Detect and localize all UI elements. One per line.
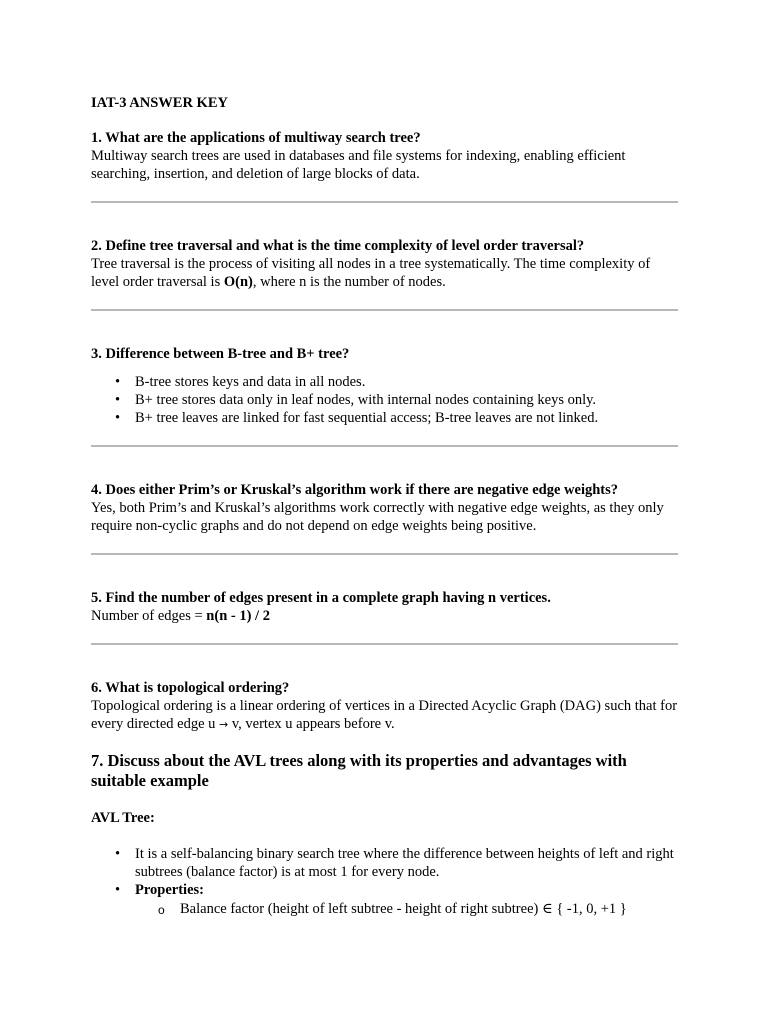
question-5-heading: 5. Find the number of edges present in a complete graph having n vertices. bbox=[91, 590, 551, 606]
list-item-text: B+ tree stores data only in leaf nodes, with internal nodes containing keys only. bbox=[135, 392, 597, 408]
arrow-icon: → bbox=[219, 718, 229, 731]
avl-points-list bbox=[91, 845, 678, 918]
list-item-text: B-tree stores keys and data in all nodes. bbox=[135, 374, 366, 390]
properties-list bbox=[135, 900, 678, 918]
question-5 bbox=[91, 589, 678, 625]
question-7-heading: 7. Discuss about the AVL trees along with its properties and advantages with suitable example bbox=[91, 751, 627, 790]
sub-bullet-icon: o bbox=[158, 903, 165, 917]
list-item bbox=[115, 845, 678, 881]
avl-subheading: AVL Tree: bbox=[91, 810, 155, 826]
question-2 bbox=[91, 237, 678, 291]
question-5-answer-text: Number of edges = bbox=[91, 608, 207, 624]
bullet-icon: • bbox=[115, 846, 121, 862]
question-4-answer: Yes, both Prim’s and Kruskal’s algorithms work correctly with negative edge weights, as they only require non-cyclic graphs and do not depend on edge weights being positive. bbox=[91, 500, 664, 534]
question-6 bbox=[91, 679, 678, 734]
list-item bbox=[158, 900, 678, 918]
balance-factor-property: Balance factor (height of left subtree - height of right subtree) ∈ { -1, 0, +1 } bbox=[180, 901, 627, 917]
question-3 bbox=[91, 345, 678, 427]
list-item bbox=[115, 881, 678, 918]
question-6-heading: 6. What is topological ordering? bbox=[91, 680, 290, 696]
question-1-answer: Multiway search trees are used in databases and file systems for indexing, enabling efficient searching, insertion, and deletion of large blocks of data. bbox=[91, 148, 626, 182]
question-2-answer bbox=[91, 255, 678, 291]
avl-definition: It is a self-balancing binary search tree where the difference between heights of left and right subtrees (balance factor) is at most 1 for every node. bbox=[135, 846, 674, 880]
question-6-answer bbox=[91, 697, 678, 734]
list-item-text: B+ tree leaves are linked for fast sequential access; B-tree leaves are not linked. bbox=[135, 410, 599, 426]
question-2-answer-tail: , where n is the number of nodes. bbox=[252, 274, 446, 290]
question-5-answer bbox=[91, 607, 678, 625]
complexity-value: O(n) bbox=[223, 274, 253, 290]
question-1-heading: 1. What are the applications of multiway search tree? bbox=[91, 130, 421, 146]
question-6-answer-text: Topological ordering is a linear ordering of vertices in a Directed Acyclic Graph (DAG) such that for every directed edge u bbox=[91, 698, 678, 732]
document-title: IAT-3 ANSWER KEY bbox=[91, 95, 228, 111]
question-3-heading: 3. Difference between B-tree and B+ tree? bbox=[91, 346, 350, 362]
question-2-heading: 2. Define tree traversal and what is the time complexity of level order traversal? bbox=[91, 238, 585, 254]
bullet-icon: • bbox=[115, 410, 121, 426]
list-item bbox=[115, 409, 678, 427]
list-item bbox=[115, 391, 678, 409]
question-4 bbox=[91, 481, 678, 535]
question-1 bbox=[91, 129, 678, 183]
question-2-answer-text: Tree traversal is the process of visiting all nodes in a tree systematically. The time complexity of level order traversal is bbox=[91, 256, 651, 290]
question-4-heading: 4. Does either Prim’s or Kruskal’s algorithm work if there are negative edge weights? bbox=[91, 482, 619, 498]
question-6-answer-tail: v, vertex u appears before v. bbox=[228, 716, 395, 732]
properties-label: Properties: bbox=[135, 882, 204, 898]
bullet-icon: • bbox=[115, 374, 121, 390]
bullet-icon: • bbox=[115, 882, 121, 898]
bullet-icon: • bbox=[115, 392, 121, 408]
difference-list bbox=[91, 373, 678, 427]
edge-formula: n(n - 1) / 2 bbox=[206, 608, 270, 624]
list-item bbox=[115, 373, 678, 391]
